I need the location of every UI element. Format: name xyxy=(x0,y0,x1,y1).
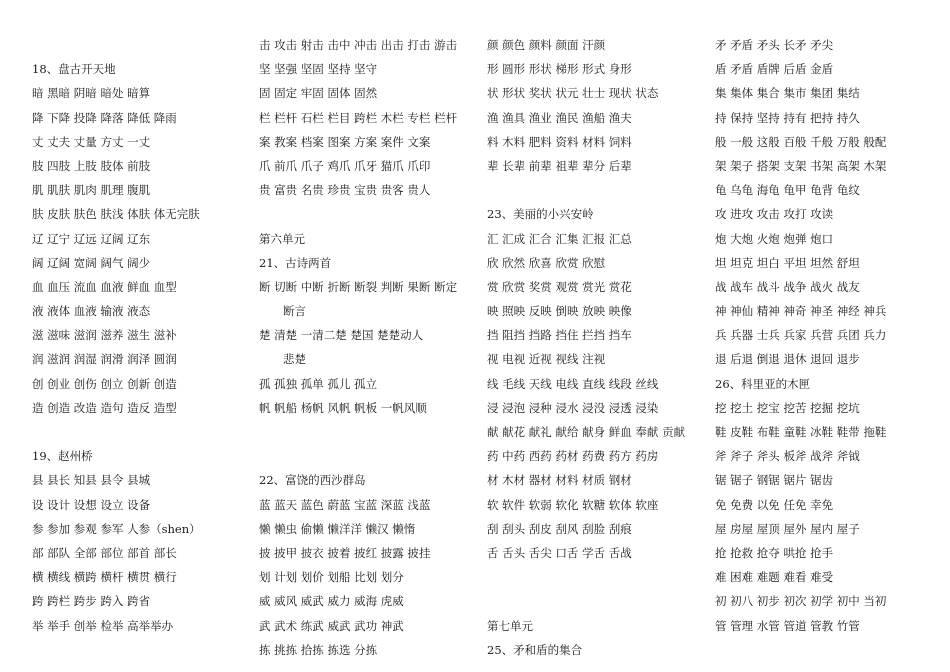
vocab-line: 断 切断 中断 折断 断裂 判断 果断 断定 xyxy=(259,279,458,294)
vocab-line: 划 计划 划价 划船 比划 划分 xyxy=(259,570,404,585)
vocab-continuation: 断言 xyxy=(283,304,306,319)
vocab-line: 挖 挖土 挖宝 挖苦 挖掘 挖坑 xyxy=(715,400,860,415)
vocab-line: 栏 栏杆 石栏 栏目 跨栏 木栏 专栏 栏杆 xyxy=(259,110,458,125)
vocab-line: 渔 渔具 渔业 渔民 渔船 渔夫 xyxy=(487,110,632,125)
vocab-line: 般 一般 这般 百般 千般 万般 般配 xyxy=(715,134,887,149)
vocab-line: 阔 辽阔 宽阔 阔气 阔少 xyxy=(32,255,151,270)
lesson-heading: 26、科里亚的木匣 xyxy=(715,376,811,391)
vocab-line: 线 毛线 天线 电线 直线 线段 丝线 xyxy=(487,376,659,391)
vocab-line: 龟 乌龟 海龟 龟甲 龟背 龟纹 xyxy=(715,183,860,198)
vocab-line: 战 战车 战斗 战争 战火 战友 xyxy=(715,279,860,294)
vocab-line: 兵 兵器 士兵 兵家 兵营 兵团 兵力 xyxy=(715,328,887,343)
vocab-line: 管 管理 水管 管道 管教 竹管 xyxy=(715,618,860,633)
vocab-line: 辽 辽宁 辽远 辽阔 辽东 xyxy=(32,231,151,246)
vocab-line: 攻 进攻 攻击 攻打 攻读 xyxy=(715,207,834,222)
vocab-line: 爪 前爪 爪子 鸡爪 爪牙 猫爪 爪印 xyxy=(259,158,431,173)
vocab-line: 炮 大炮 火炮 炮弹 炮口 xyxy=(715,231,834,246)
unit-heading: 第七单元 xyxy=(487,618,533,633)
lesson-heading: 25、矛和盾的集合 xyxy=(487,642,583,657)
vocab-line: 形 圆形 形状 梯形 形式 身形 xyxy=(487,62,632,77)
lesson-heading: 18、盘古开天地 xyxy=(32,62,116,77)
vocab-line: 药 中药 西药 药材 药费 药方 药房 xyxy=(487,449,659,464)
vocab-line: 跨 跨栏 跨步 跨入 跨省 xyxy=(32,594,151,609)
vocab-line: 暗 黑暗 阴暗 暗处 暗算 xyxy=(32,86,151,101)
vocab-line: 锯 锯子 钢锯 锯片 锯齿 xyxy=(715,473,834,488)
text-line xyxy=(32,33,237,57)
vocab-line: 抢 抢救 抢夺 哄抢 抢手 xyxy=(715,545,834,560)
vocab-line: 部 部队 全部 部位 部首 部长 xyxy=(32,545,177,560)
vocab-line: 汇 汇成 汇合 汇集 汇报 汇总 xyxy=(487,231,632,246)
vocab-line: 武 武术 练武 威武 武功 神武 xyxy=(259,618,404,633)
vocab-line: 造 创造 改造 造句 造反 造型 xyxy=(32,400,177,415)
vocab-line: 鞋 皮鞋 布鞋 童鞋 冰鞋 鞋带 拖鞋 xyxy=(715,425,887,439)
unit-heading: 第六单元 xyxy=(259,231,305,246)
vocab-line: 案 教案 档案 图案 方案 案件 文案 xyxy=(259,134,431,149)
vocab-line: 润 滋润 润湿 润滑 润泽 圆润 xyxy=(32,352,177,367)
vocab-line: 帆 帆船 杨帆 风帆 帆板 一帆风顺 xyxy=(259,400,427,415)
vocab-line: 丈 丈夫 丈量 方丈 一丈 xyxy=(32,134,151,149)
vocab-line: 懒 懒虫 偷懒 懒洋洋 懒汉 懒惰 xyxy=(259,521,416,536)
vocab-line: 舌 舌头 舌尖 口舌 学舌 舌战 xyxy=(487,545,632,560)
vocab-line: 献 献花 献礼 献给 献身 鲜血 奉献 贡献 xyxy=(487,425,686,439)
lesson-heading: 22、富饶的西沙群岛 xyxy=(259,473,366,488)
vocab-line: 孤 孤独 孤单 孤儿 孤立 xyxy=(259,376,378,391)
vocab-line: 横 横线 横跨 横杆 横贯 横行 xyxy=(32,570,177,585)
vocab-line: 血 血压 流血 血液 鲜血 血型 xyxy=(32,279,177,294)
vocab-line: 挡 阻挡 挡路 挡住 拦挡 挡车 xyxy=(487,328,632,343)
vocab-line: 状 形状 奖状 状元 壮士 现状 状态 xyxy=(487,86,659,101)
lesson-heading: 23、美丽的小兴安岭 xyxy=(487,207,594,222)
vocab-line: 欣 欣然 欣喜 欣赏 欣慰 xyxy=(487,255,606,270)
vocab-line: 参 参加 参观 参军 人参（shen） xyxy=(32,521,201,536)
column-1 xyxy=(32,33,237,638)
vocab-line: 固 固定 牢固 固体 固然 xyxy=(259,86,378,101)
vocab-line: 盾 矛盾 盾牌 后盾 金盾 xyxy=(715,62,834,77)
lesson-heading: 21、古诗两首 xyxy=(259,255,332,270)
vocab-line: 坚 坚强 坚固 坚持 坚守 xyxy=(259,62,378,77)
vocab-line: 创 创业 创伤 创立 创新 创造 xyxy=(32,376,177,391)
vocab-line: 设 设计 设想 设立 设备 xyxy=(32,497,151,512)
vocab-line: 退 后退 倒退 退休 退回 退步 xyxy=(715,352,860,367)
vocab-line: 架 架子 搭架 支架 书架 高架 木架 xyxy=(715,158,887,173)
vocab-line: 颜 颜色 颜料 颜面 汗颜 xyxy=(487,38,606,52)
vocab-line: 赏 欣赏 奖赏 观赏 赏光 赏花 xyxy=(487,279,632,294)
vocab-line: 映 照映 反映 倒映 放映 映像 xyxy=(487,304,632,319)
vocab-line: 击 攻击 射击 击中 冲击 出击 打击 游击 xyxy=(259,38,458,52)
text-line xyxy=(487,565,697,589)
vocab-line: 滋 滋味 滋润 滋养 滋生 滋补 xyxy=(32,328,177,343)
vocab-line: 软 软件 软弱 软化 软糖 软体 软座 xyxy=(487,497,659,512)
vocab-line: 坦 坦克 坦白 平坦 坦然 舒坦 xyxy=(715,255,860,270)
column-3 xyxy=(487,33,697,662)
vocab-line: 持 保持 坚持 持有 把持 持久 xyxy=(715,110,860,125)
vocab-line: 液 液体 血液 输液 液态 xyxy=(32,304,151,319)
lesson-heading: 19、赵州桥 xyxy=(32,449,93,464)
vocab-line: 材 木材 器材 材料 材质 钢材 xyxy=(487,473,632,488)
vocab-line: 矛 矛盾 矛头 长矛 矛尖 xyxy=(715,38,834,52)
text-line xyxy=(487,589,697,613)
text-line xyxy=(32,420,237,444)
vocab-line: 县 县长 知县 县令 县城 xyxy=(32,473,151,488)
vocab-line: 披 披甲 披衣 披着 披红 披露 披挂 xyxy=(259,545,431,560)
vocab-line: 肤 皮肤 肤色 肤浅 体肤 体无完肤 xyxy=(32,207,200,222)
vocab-line: 浸 浸泡 浸种 浸水 浸没 浸透 浸染 xyxy=(487,400,659,415)
vocab-line: 降 下降 投降 降落 降低 降雨 xyxy=(32,110,177,125)
vocab-line: 免 免费 以免 任免 幸免 xyxy=(715,497,834,512)
vocab-line: 威 威风 威武 威力 威海 虎威 xyxy=(259,594,404,609)
vocab-line: 神 神仙 精神 神奇 神圣 神经 神兵 xyxy=(715,304,887,319)
column-2 xyxy=(259,33,471,662)
vocab-line: 肌 肌肤 肌肉 肌理 腹肌 xyxy=(32,183,151,198)
vocab-continuation: 悲楚 xyxy=(283,352,306,367)
vocab-line: 料 木料 肥料 资料 材料 饲料 xyxy=(487,134,632,149)
vocab-line: 举 举手 创举 检举 高举举办 xyxy=(32,618,174,633)
text-line xyxy=(259,202,471,226)
vocab-line: 蓝 蓝天 蓝色 蔚蓝 宝蓝 深蓝 浅蓝 xyxy=(259,497,431,512)
vocab-line: 视 电视 近视 视线 注视 xyxy=(487,352,606,367)
vocab-line: 拣 挑拣 拾拣 拣选 分拣 xyxy=(259,642,378,657)
vocab-line: 贵 富贵 名贵 珍贵 宝贵 贵客 贵人 xyxy=(259,183,431,198)
vocab-line: 肢 四肢 上肢 肢体 前肢 xyxy=(32,158,151,173)
vocab-line: 斧 斧子 斧头 板斧 战斧 斧钺 xyxy=(715,449,860,464)
vocab-line: 初 初八 初步 初次 初学 初中 当初 xyxy=(715,594,887,609)
vocab-line: 刮 刮头 刮皮 刮风 刮脸 刮痕 xyxy=(487,521,632,536)
column-4 xyxy=(715,33,920,638)
text-line xyxy=(259,444,471,468)
text-line xyxy=(487,178,697,202)
vocab-line: 难 困难 难题 难看 难受 xyxy=(715,570,834,585)
vocab-line: 集 集体 集合 集市 集团 集结 xyxy=(715,86,860,101)
vocab-line: 屋 房屋 屋顶 屋外 屋内 屋子 xyxy=(715,521,860,536)
text-line xyxy=(259,420,471,444)
vocab-line: 辈 长辈 前辈 祖辈 辈分 后辈 xyxy=(487,158,632,173)
vocab-line: 楚 清楚 一清二楚 楚国 楚楚动人 xyxy=(259,328,424,343)
